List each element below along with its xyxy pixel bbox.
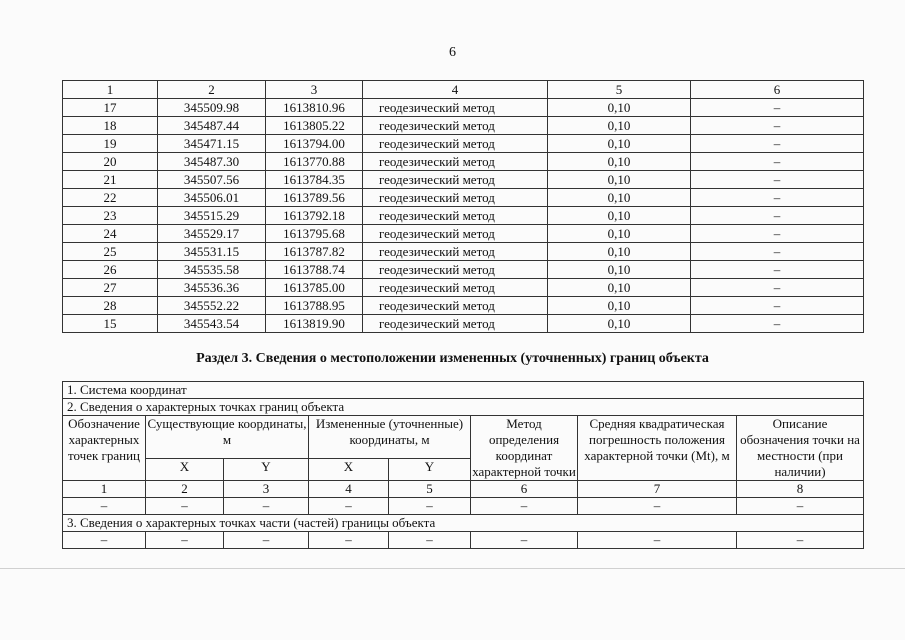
table-cell: 345543.54: [158, 315, 266, 333]
table-cell: 345535.58: [158, 261, 266, 279]
table-cell: –: [691, 153, 864, 171]
column-header: 2: [158, 81, 266, 99]
table-cell: 0,10: [548, 171, 691, 189]
column-number-cell: 7: [578, 481, 737, 498]
table-cell: 28: [63, 297, 158, 315]
part-title-label: 3. Сведения о характерных точках части (частей) границы объекта: [63, 515, 864, 532]
bottom-divider: [0, 568, 905, 569]
table-row: [63, 297, 864, 315]
existing-x-header: X: [146, 458, 224, 480]
table-cell: 1613819.90: [266, 315, 363, 333]
table-cell: 15: [63, 315, 158, 333]
table-cell: 20: [63, 153, 158, 171]
table-cell: –: [691, 189, 864, 207]
table-cell: 1613788.95: [266, 297, 363, 315]
column-number-cell: 8: [737, 481, 864, 498]
table-cell: 23: [63, 207, 158, 225]
points-title-label: 2. Сведения о характерных точках границ объекта: [63, 399, 864, 416]
col-designation-header: Обозначение характерных точек границ: [63, 416, 146, 481]
table-cell: –: [691, 243, 864, 261]
table-cell: 1613810.96: [266, 99, 363, 117]
table-cell: –: [691, 99, 864, 117]
table-cell: геодезический метод: [363, 243, 548, 261]
table-cell: 27: [63, 279, 158, 297]
empty-cell: –: [737, 498, 864, 515]
table-cell: геодезический метод: [363, 153, 548, 171]
table-cell: –: [691, 135, 864, 153]
table-cell: 1613788.74: [266, 261, 363, 279]
table-cell: –: [691, 117, 864, 135]
table-cell: –: [691, 171, 864, 189]
empty-data-row: [63, 498, 864, 515]
empty-cell: –: [578, 498, 737, 515]
table-cell: –: [691, 261, 864, 279]
table-cell: 0,10: [548, 207, 691, 225]
page-number: 6: [449, 45, 456, 60]
table-cell: –: [691, 279, 864, 297]
table-cell: геодезический метод: [363, 261, 548, 279]
table-cell: 0,10: [548, 135, 691, 153]
table-cell: 0,10: [548, 99, 691, 117]
table-cell: геодезический метод: [363, 279, 548, 297]
empty-cell: –: [389, 498, 471, 515]
part-title-row: [63, 515, 864, 532]
table-cell: 17: [63, 99, 158, 117]
table-row: [63, 279, 864, 297]
coordinates-table: [62, 80, 864, 333]
table-cell: 22: [63, 189, 158, 207]
table-row: [63, 117, 864, 135]
table-cell: 0,10: [548, 279, 691, 297]
table-cell: 26: [63, 261, 158, 279]
table-cell: 1613795.68: [266, 225, 363, 243]
table-cell: 1613794.00: [266, 135, 363, 153]
header-row: [63, 81, 864, 99]
table-cell: 21: [63, 171, 158, 189]
table-cell: 345506.01: [158, 189, 266, 207]
column-number-cell: 5: [389, 481, 471, 498]
table-cell: 345515.29: [158, 207, 266, 225]
column-header: 3: [266, 81, 363, 99]
column-header: 4: [363, 81, 548, 99]
table-cell: 345529.17: [158, 225, 266, 243]
table-cell: –: [691, 207, 864, 225]
empty-cell: –: [146, 532, 224, 549]
table-row: [63, 225, 864, 243]
changed-x-header: X: [309, 458, 389, 480]
table-cell: 0,10: [548, 261, 691, 279]
table-cell: 1613787.82: [266, 243, 363, 261]
coord-system-label: 1. Система координат: [63, 382, 864, 399]
table-cell: 1613784.35: [266, 171, 363, 189]
table-cell: 0,10: [548, 243, 691, 261]
empty-cell: –: [737, 532, 864, 549]
column-header: 1: [63, 81, 158, 99]
table-cell: 1613789.56: [266, 189, 363, 207]
section-3-title: Раздел 3. Сведения о местоположении измененных (уточненных) границ объекта: [196, 351, 709, 366]
col-existing-header: Существующие координаты, м: [146, 416, 309, 459]
part-data-row: [63, 532, 864, 549]
table-cell: 0,10: [548, 297, 691, 315]
changed-boundaries-table: [62, 381, 864, 549]
column-header: 6: [691, 81, 864, 99]
col-error-header: Средняя квадратическая погрешность положения характерной точки (Mt), м: [578, 416, 737, 481]
column-number-cell: 3: [224, 481, 309, 498]
table-cell: 345536.36: [158, 279, 266, 297]
existing-y-header: Y: [224, 458, 309, 480]
table-cell: геодезический метод: [363, 189, 548, 207]
empty-cell: –: [471, 532, 578, 549]
table-cell: 345509.98: [158, 99, 266, 117]
table-cell: геодезический метод: [363, 315, 548, 333]
column-number-cell: 6: [471, 481, 578, 498]
col-changed-header: Измененные (уточненные) координаты, м: [309, 416, 471, 459]
table-row: [63, 189, 864, 207]
table-cell: 18: [63, 117, 158, 135]
column-number-cell: 1: [63, 481, 146, 498]
column-number-cell: 2: [146, 481, 224, 498]
empty-cell: –: [471, 498, 578, 515]
table-row: [63, 135, 864, 153]
col-description-header: Описание обозначения точки на местности (при наличии): [737, 416, 864, 481]
table-cell: 345507.56: [158, 171, 266, 189]
table-cell: 19: [63, 135, 158, 153]
empty-cell: –: [63, 532, 146, 549]
table-cell: геодезический метод: [363, 171, 548, 189]
column-header: 5: [548, 81, 691, 99]
table-cell: геодезический метод: [363, 99, 548, 117]
table-row: [63, 171, 864, 189]
table-cell: 345487.30: [158, 153, 266, 171]
table-cell: 345531.15: [158, 243, 266, 261]
table-row: [63, 207, 864, 225]
table-cell: 345487.44: [158, 117, 266, 135]
table-cell: 25: [63, 243, 158, 261]
table-cell: 0,10: [548, 315, 691, 333]
empty-cell: –: [224, 498, 309, 515]
empty-cell: –: [389, 532, 471, 549]
empty-cell: –: [309, 532, 389, 549]
table-row: [63, 261, 864, 279]
table-cell: 1613785.00: [266, 279, 363, 297]
table-cell: –: [691, 225, 864, 243]
table-cell: геодезический метод: [363, 297, 548, 315]
header-row: [63, 416, 864, 459]
table-cell: 24: [63, 225, 158, 243]
table-cell: 1613792.18: [266, 207, 363, 225]
col-method-header: Метод определения координат характерной точки: [472, 416, 576, 479]
empty-cell: –: [146, 498, 224, 515]
coord-system-row: [63, 382, 864, 399]
empty-cell: –: [578, 532, 737, 549]
table-cell: 1613770.88: [266, 153, 363, 171]
table-cell: –: [691, 315, 864, 333]
table-row: [63, 99, 864, 117]
table-cell: геодезический метод: [363, 135, 548, 153]
table-cell: 345552.22: [158, 297, 266, 315]
table-cell: 0,10: [548, 189, 691, 207]
column-numbers-row: [63, 481, 864, 498]
table-cell: –: [691, 297, 864, 315]
table-cell: геодезический метод: [363, 117, 548, 135]
column-number-cell: 4: [309, 481, 389, 498]
table-row: [63, 243, 864, 261]
changed-y-header: Y: [389, 458, 471, 480]
table-row: [63, 153, 864, 171]
table-cell: геодезический метод: [363, 207, 548, 225]
table-cell: 345471.15: [158, 135, 266, 153]
empty-cell: –: [224, 532, 309, 549]
table-cell: 1613805.22: [266, 117, 363, 135]
empty-cell: –: [63, 498, 146, 515]
empty-cell: –: [309, 498, 389, 515]
table-cell: 0,10: [548, 153, 691, 171]
table-cell: 0,10: [548, 225, 691, 243]
points-title-row: [63, 399, 864, 416]
table-cell: геодезический метод: [363, 225, 548, 243]
table-cell: 0,10: [548, 117, 691, 135]
table-row: [63, 315, 864, 333]
